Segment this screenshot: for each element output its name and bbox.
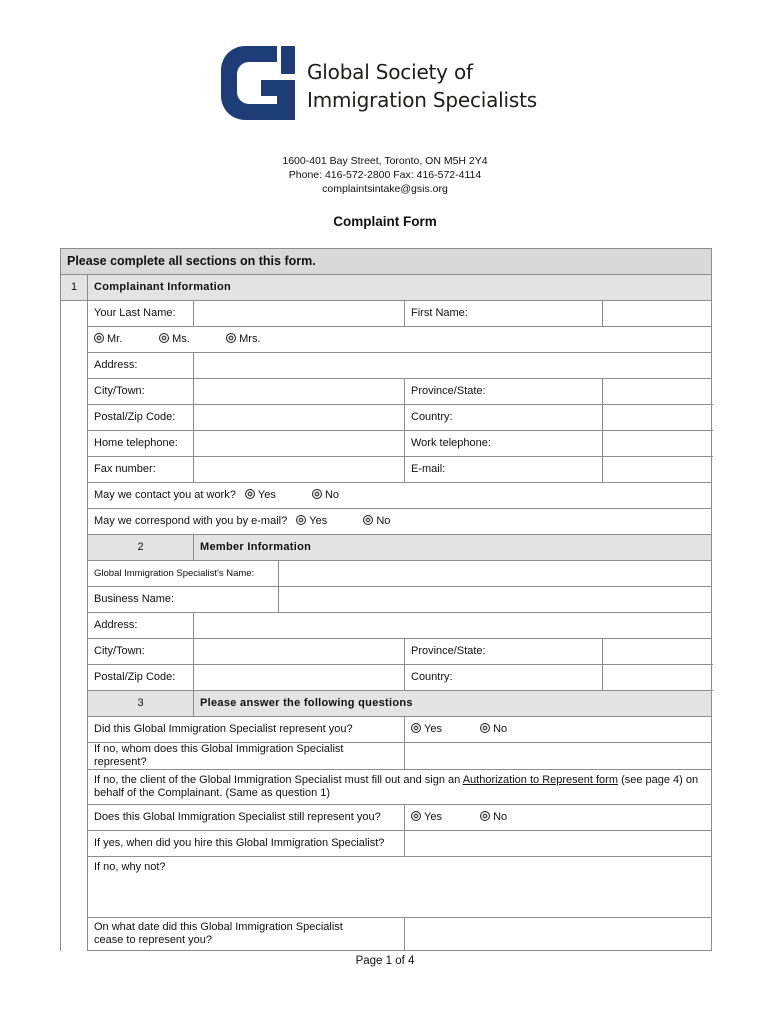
radio-q1-no[interactable] [480, 723, 507, 736]
question-2: If no, whom does this Global Immigration Specialist represent? [88, 743, 405, 770]
org-phone-fax: Phone: 416-572-2800 Fax: 416-572-4114 [288, 169, 482, 181]
radio-q4-no[interactable] [480, 811, 507, 824]
q7-answer-field[interactable] [405, 918, 712, 951]
question-3 [88, 770, 712, 805]
section-3-title: Please answer the following questions [194, 691, 712, 717]
question-1: Did this Global Immigration Specialist represent you? [88, 717, 405, 743]
radio-yes-label: Yes [424, 723, 442, 735]
radio-button-icon [363, 515, 373, 525]
radio-no-label: No [493, 811, 508, 823]
q5-answer-field[interactable] [405, 831, 712, 857]
logo-text [307, 58, 537, 114]
radio-q4-yes[interactable] [411, 811, 477, 824]
member-country-label: Country: [405, 665, 603, 691]
country-field[interactable] [603, 405, 712, 431]
radio-no-label: No [324, 489, 340, 501]
question-3-text-post: (see page 4) on behalf of the Complainant. (Same as question 1) [94, 774, 699, 799]
radio-email-no[interactable] [363, 515, 390, 528]
section-1-title: Complainant Information [88, 275, 712, 301]
work-tel-field[interactable] [603, 431, 712, 457]
section-1-gutter [61, 301, 88, 561]
work-tel-label: Work telephone: [405, 431, 603, 457]
member-city-label: City/Town: [88, 639, 194, 665]
question-4: Does this Global Immigration Specialist still represent you? [88, 805, 405, 831]
gsis-logo [215, 40, 555, 126]
authorization-form-link[interactable]: Authorization to Represent form [462, 774, 619, 786]
postal-label: Postal/Zip Code: [88, 405, 194, 431]
logo-name-line1: Global Society of [307, 60, 473, 84]
radio-button-icon [94, 333, 104, 343]
contact-work-question: May we contact you at work? [94, 489, 236, 501]
city-label: City/Town: [88, 379, 194, 405]
logo-name-line2: Immigration Specialists [307, 88, 537, 112]
contact-block [0, 154, 770, 196]
radio-mrs[interactable] [226, 333, 260, 346]
member-address-field[interactable] [194, 613, 712, 639]
radio-yes-label: Yes [424, 811, 442, 823]
section-3-number: 3 [88, 691, 194, 717]
radio-work-yes[interactable] [245, 489, 309, 502]
org-address: 1600-401 Bay Street, Toronto, ON M5H 2Y4 [282, 155, 488, 167]
home-tel-label: Home telephone: [88, 431, 194, 457]
radio-yes-label: Yes [257, 489, 276, 501]
province-field[interactable] [603, 379, 712, 405]
complaint-form-table [60, 248, 712, 951]
correspond-email-question: May we correspond with you by e-mail? [94, 515, 288, 527]
radio-button-icon [480, 723, 490, 733]
fax-label: Fax number: [88, 457, 194, 483]
gis-name-label: Global Immigration Specialist's Name: [88, 561, 279, 587]
radio-button-icon [159, 333, 169, 343]
radio-button-icon [296, 515, 306, 525]
radio-button-icon [411, 811, 421, 821]
province-label: Province/State: [405, 379, 603, 405]
member-postal-label: Postal/Zip Code: [88, 665, 194, 691]
q4-radio-group [405, 805, 712, 831]
question-3-text-pre: If no, the client of the Global Immigration Specialist must fill out and sign an [94, 774, 463, 786]
member-city-field[interactable] [194, 639, 405, 665]
radio-ms[interactable] [159, 333, 223, 346]
radio-button-icon [226, 333, 236, 343]
email-field[interactable] [603, 457, 712, 483]
fax-field[interactable] [194, 457, 405, 483]
last-name-field[interactable] [194, 301, 405, 327]
radio-mr-label: Mr. [107, 333, 123, 345]
radio-email-yes[interactable] [296, 515, 360, 528]
business-name-field[interactable] [279, 587, 712, 613]
first-name-field[interactable] [603, 301, 712, 327]
member-country-field[interactable] [603, 665, 712, 691]
section-2-gutter [61, 561, 88, 717]
question-6[interactable] [88, 857, 712, 918]
title-radio-row [88, 327, 712, 353]
q2-answer-field[interactable] [405, 743, 712, 770]
postal-field[interactable] [194, 405, 405, 431]
radio-mr[interactable] [94, 333, 156, 346]
member-province-field[interactable] [603, 639, 712, 665]
radio-button-icon [245, 489, 255, 499]
gis-name-field[interactable] [279, 561, 712, 587]
member-address-label: Address: [88, 613, 194, 639]
page-number: Page 1 of 4 [355, 955, 415, 967]
business-name-label: Business Name: [88, 587, 279, 613]
contact-work-row [88, 483, 712, 509]
radio-q1-yes[interactable] [411, 723, 477, 736]
member-province-label: Province/State: [405, 639, 603, 665]
instruction-header: Please complete all sections on this form. [61, 249, 712, 275]
gsis-logo-mark [215, 40, 301, 126]
address-label: Address: [88, 353, 194, 379]
question-5: If yes, when did you hire this Global Immigration Specialist? [88, 831, 405, 857]
country-label: Country: [405, 405, 603, 431]
radio-no-label: No [376, 515, 391, 527]
correspond-email-row [88, 509, 712, 535]
radio-no-label: No [493, 723, 508, 735]
home-tel-field[interactable] [194, 431, 405, 457]
member-postal-field[interactable] [194, 665, 405, 691]
section-2-title: Member Information [194, 535, 712, 561]
radio-yes-label: Yes [309, 515, 328, 527]
radio-button-icon [411, 723, 421, 733]
address-field[interactable] [194, 353, 712, 379]
radio-work-no[interactable] [312, 489, 339, 502]
radio-mrs-label: Mrs. [239, 333, 261, 345]
q1-radio-group [405, 717, 712, 743]
city-field[interactable] [194, 379, 405, 405]
section-2-number: 2 [88, 535, 194, 561]
radio-button-icon [312, 489, 322, 499]
first-name-label: First Name: [405, 301, 603, 327]
radio-button-icon [480, 811, 490, 821]
form-title: Complaint Form [333, 214, 437, 229]
question-6-text: If no, why not? [94, 861, 166, 873]
org-email: complaintsintake@gsis.org [322, 183, 448, 195]
section-3-gutter [61, 717, 88, 951]
radio-ms-label: Ms. [172, 333, 190, 345]
last-name-label: Your Last Name: [88, 301, 194, 327]
question-7: On what date did this Global Immigration Specialist cease to represent you? [88, 918, 405, 951]
email-label: E-mail: [405, 457, 603, 483]
section-1-number: 1 [61, 275, 88, 301]
